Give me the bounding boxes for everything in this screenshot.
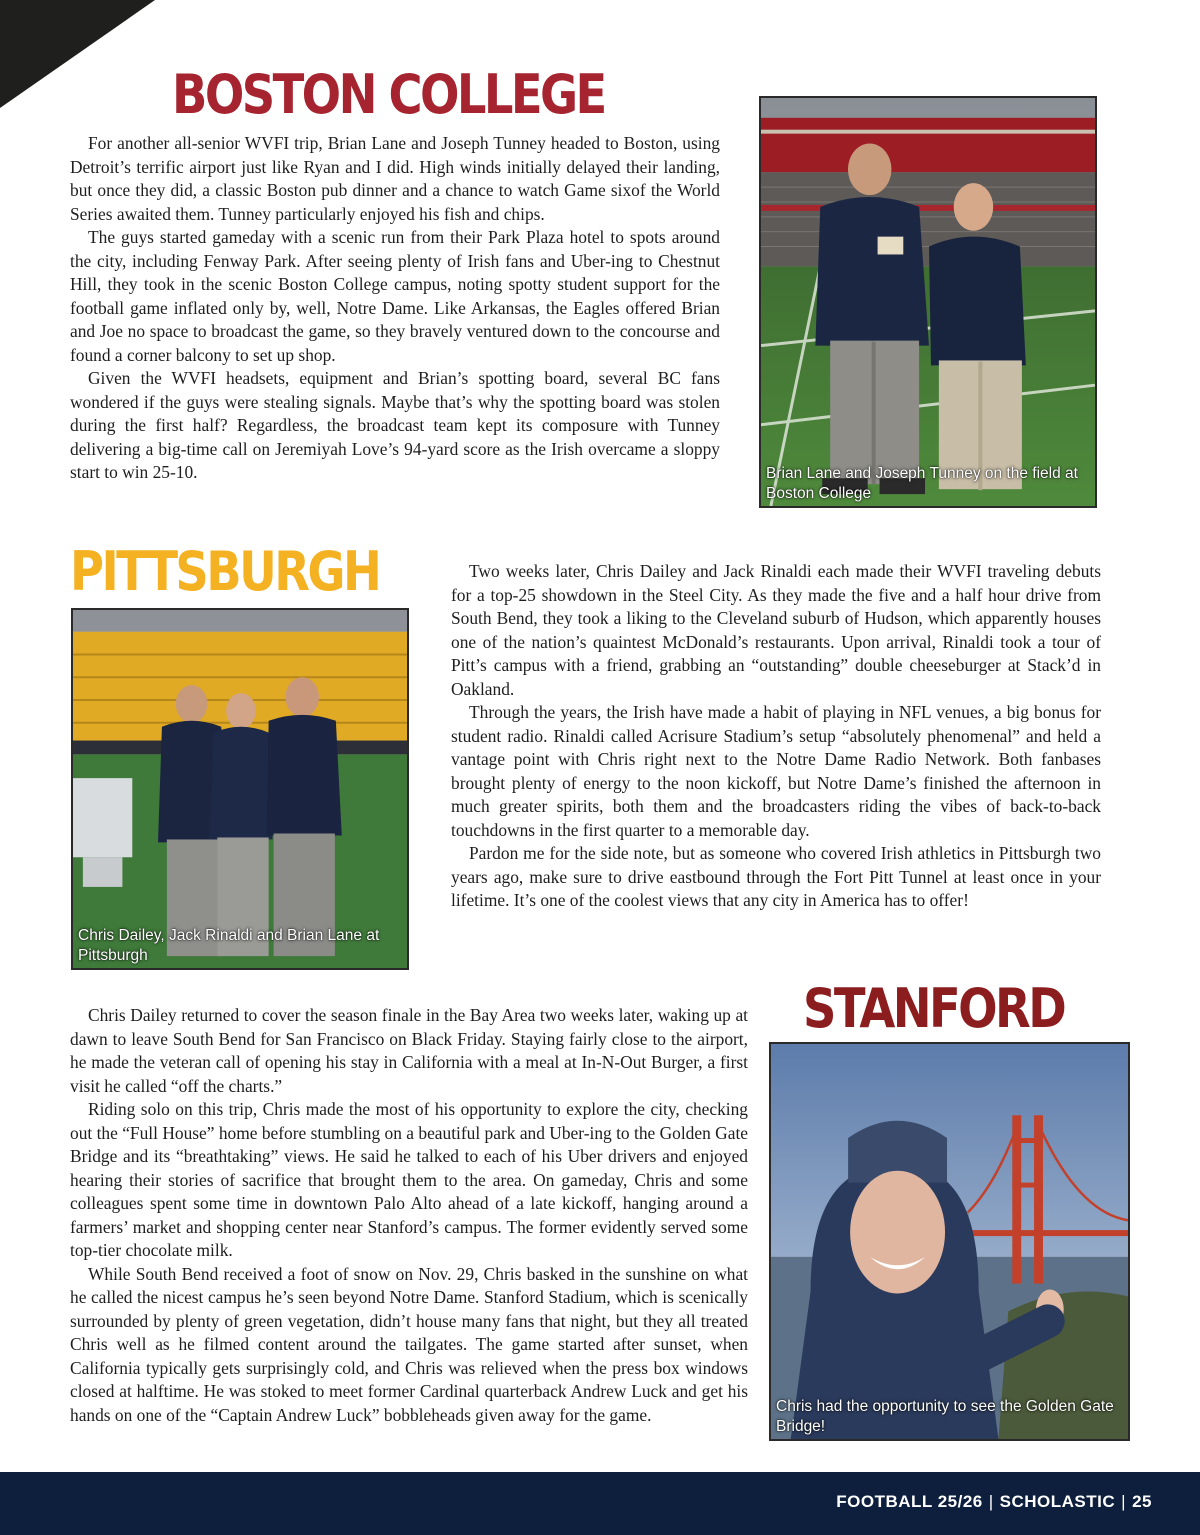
stanford-photo-illustration	[771, 1044, 1128, 1439]
stanford-photo	[769, 1042, 1130, 1441]
boston-paragraph-3: Given the WVFI headsets, equipment and Brian’s spotting board, several BC fans wondered if the guys were stealing signals. Maybe that’s why the spotting board was stolen during the first half? Regardless, the broadcast team kept its composure with Tunney delivering a big-time call on Jeremiyah Love’s 94-yard score as the Irish overcame a sloppy start to win 25-10.	[70, 368, 720, 482]
boston-college-photo	[759, 96, 1097, 508]
stanford-paragraph-3: While South Bend received a foot of snow on Nov. 29, Chris basked in the sunshine on what he called the nicest campus he’s seen beyond Notre Dame. Stanford Stadium, which is scenically surrounded by plenty of green vegetation, didn’t house many fans that night, but they all treated Chris well as he filmed content around the tailgates. The game started after sunset, when California typically gets surprisingly cold, and Chris was relieved when the press box windows closed at halftime. He was stoked to meet former Cardinal quarterback Andrew Luck and get his hands on one of the “Captain Andrew Luck” bobbleheads given away for the game.	[70, 1263, 748, 1425]
footer-running-head	[836, 1492, 1152, 1512]
pittsburgh-paragraph-3: Pardon me for the side note, but as someone who covered Irish athletics in Pittsburgh two years ago, make sure to drive eastbound through the Fort Pitt Tunnel at least once in your lifetime. It’s one of the coolest views that any city in America has to offer!	[451, 843, 1101, 910]
footer-separator: |	[988, 1492, 994, 1511]
pittsburgh-photo-caption: Chris Dailey, Jack Rinaldi and Brian Lane at Pittsburgh	[78, 927, 380, 964]
boston-college-article	[70, 132, 720, 485]
boston-college-heading: BOSTON COLLEGE	[172, 63, 605, 126]
pittsburgh-photo	[71, 608, 409, 970]
footer-separator: |	[1121, 1492, 1127, 1511]
footer-section: FOOTBALL 25/26	[836, 1492, 983, 1511]
footer-publication: SCHOLASTIC	[999, 1492, 1116, 1511]
stanford-photo-caption: Chris had the opportunity to see the Golden Gate Bridge!	[776, 1398, 1114, 1435]
stanford-paragraph-2: Riding solo on this trip, Chris made the most of his opportunity to explore the city, checking out the “Full House” home before stumbling on a beautiful park and Uber-ing to the Golden Gate Bridge and its “breathtaking” views. He said he talked to each of his Uber drivers and enjoyed hearing their stories of sacrifice that brought them to the area. On gameday, Chris and some colleagues spent some time in downtown Palo Alto ahead of a late kickoff, hanging around a farmers’ market and shopping center near Stanford’s campus. The former evidently served some top-tier chocolate milk.	[70, 1099, 748, 1260]
boston-paragraph-2: The guys started gameday with a scenic run from their Park Plaza hotel to spots around the city, including Fenway Park. After seeing plenty of Irish fans and Uber-ing to Chestnut Hill, they took in the scenic Boston College campus, noting spotty student support for the football game inflated only by, well, Notre Dame. Like Arkansas, the Eagles offered Brian and Joe no space to broadcast the game, so they bravely ventured down to the concourse and found a corner balcony to set up shop.	[70, 227, 720, 365]
pittsburgh-paragraph-2: Through the years, the Irish have made a habit of playing in NFL venues, a big bonus for student radio. Rinaldi called Acrisure Stadium’s setup “absolutely phenomenal” and held a vantage point with Chris right next to the Notre Dame Radio Network. Both fanbases brought plenty of energy to the noon kickoff, but Notre Dame’s finished the afternoon in much greater spirits, both them and the broadcasters riding the vibes of back-to-back touchdowns in the first quarter to a memorable day.	[451, 702, 1101, 840]
stanford-heading: STANFORD	[803, 977, 1065, 1040]
stanford-article	[70, 1004, 748, 1427]
pittsburgh-photo-illustration	[73, 610, 407, 968]
pittsburgh-article	[451, 560, 1101, 913]
pittsburgh-paragraph-1: Two weeks later, Chris Dailey and Jack Rinaldi each made their WVFI traveling debuts for a top-25 showdown in the Steel City. As they made the five and a half hour drive from South Bend, they took a liking to the Cleveland suburb of Hudson, which apparently houses one of the nation’s quaintest McDonald’s restaurants. Upon arrival, Rinaldi took a tour of Pitt’s campus with a friend, grabbing an “outstanding” double cheeseburger at Stack’d in Oakland.	[451, 561, 1101, 699]
boston-paragraph-1: For another all-senior WVFI trip, Brian Lane and Joseph Tunney headed to Boston, using Detroit’s terrific airport just like Ryan and I did. High winds initially delayed their landing, but once they did, a classic Boston pub dinner and a chance to watch Game sixof the World Series awaited them. Tunney particularly enjoyed his fish and chips.	[70, 133, 720, 224]
page-footer	[0, 1472, 1200, 1535]
corner-triangle-decoration	[0, 0, 155, 108]
boston-photo-illustration	[761, 98, 1095, 506]
boston-photo-caption: Brian Lane and Joseph Tunney on the field at Boston College	[766, 465, 1078, 502]
pittsburgh-heading: PITTSBURGH	[70, 540, 380, 603]
footer-page-number: 25	[1132, 1492, 1152, 1511]
stanford-paragraph-1: Chris Dailey returned to cover the season finale in the Bay Area two weeks later, waking up at dawn to leave South Bend for San Francisco on Black Friday. Staying fairly close to the airport, he made the veteran call of opening his stay in California with a meal at In-N-Out Burger, a first visit he called “off the charts.”	[70, 1005, 748, 1096]
